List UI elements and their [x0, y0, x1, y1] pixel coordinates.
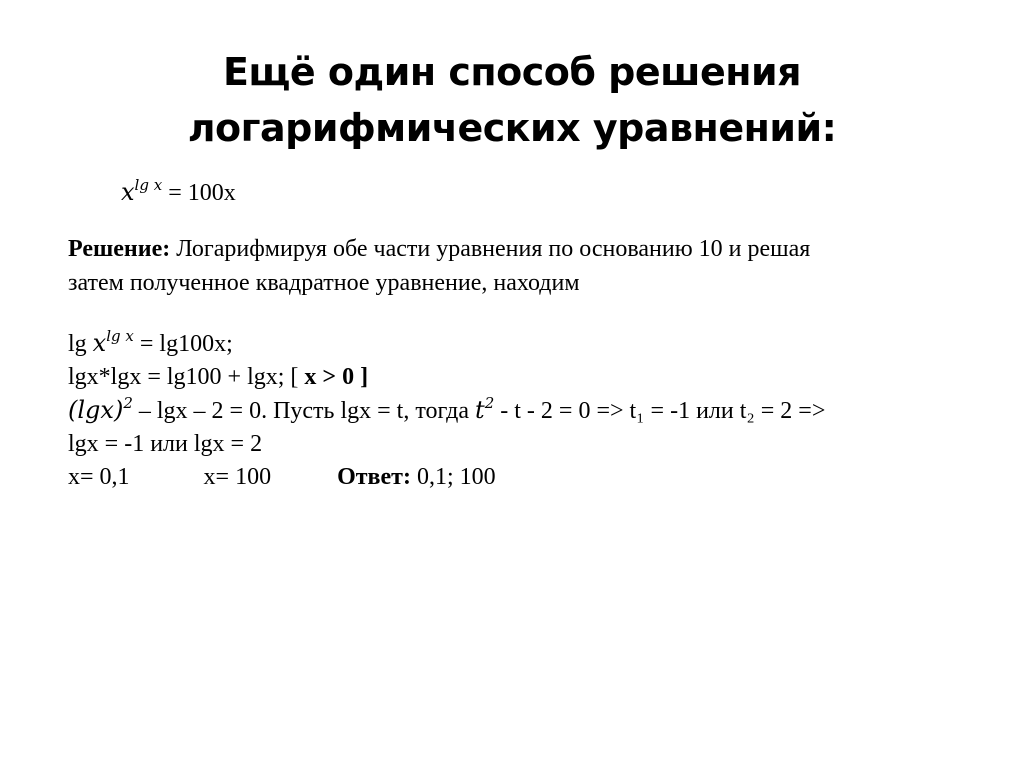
- step-3-t: 𝑡: [475, 396, 485, 424]
- step-5: [68, 461, 988, 494]
- step-4: lgx = -1 или lgx = 2: [68, 431, 263, 457]
- solution-text-1: Логарифмируя обе части уравнения по основанию 10 и решая: [170, 236, 811, 262]
- solution-text-2: затем полученное квадратное уравнение, находим: [68, 270, 580, 296]
- root-2: x= 100: [203, 464, 272, 490]
- step-2-bracket: ]: [354, 364, 369, 390]
- step-1-rhs: = lg100x;: [133, 331, 233, 357]
- step-1-base: 𝑥: [92, 329, 107, 357]
- equation-rhs: = 100x: [162, 180, 236, 206]
- equation-base: 𝑥: [121, 178, 135, 206]
- title-line-1: Ещё один способ решения: [222, 50, 802, 94]
- answer-label: Ответ:: [337, 464, 411, 490]
- slide-title: [0, 44, 1024, 156]
- step-3-roots: - t - 2 = 0 => t₁ = -1 или t₂ = 2 =>: [494, 398, 826, 424]
- equation: [121, 178, 236, 207]
- equation-exponent: lg 𝑥: [134, 176, 163, 194]
- step-1-prefix: lg: [68, 331, 93, 357]
- solution-label: Решение:: [68, 236, 171, 262]
- step-1: [68, 327, 988, 361]
- step-2-text: lgx*lgx = lg100 + lgx; [: [68, 364, 305, 390]
- title-line-2: логарифмических уравнений:: [187, 106, 837, 150]
- step-3: [68, 394, 988, 428]
- step-2-condition: x > 0: [304, 364, 355, 390]
- step-3-lgx-exponent: 2: [123, 394, 133, 412]
- step-1-exponent: lg 𝑥: [106, 327, 134, 345]
- step-2: [68, 361, 988, 394]
- solution-paragraph: [68, 232, 968, 300]
- step-3-text: – lgx – 2 = 0. Пусть lgx = t, тогда: [132, 398, 476, 424]
- step-3-lgx: (𝑙𝑔𝑥): [68, 396, 124, 424]
- root-1: x= 0,1: [68, 464, 130, 490]
- solution-steps: [68, 327, 988, 494]
- answer-value: 0,1; 100: [410, 464, 496, 490]
- step-3-t-exponent: 2: [484, 394, 495, 412]
